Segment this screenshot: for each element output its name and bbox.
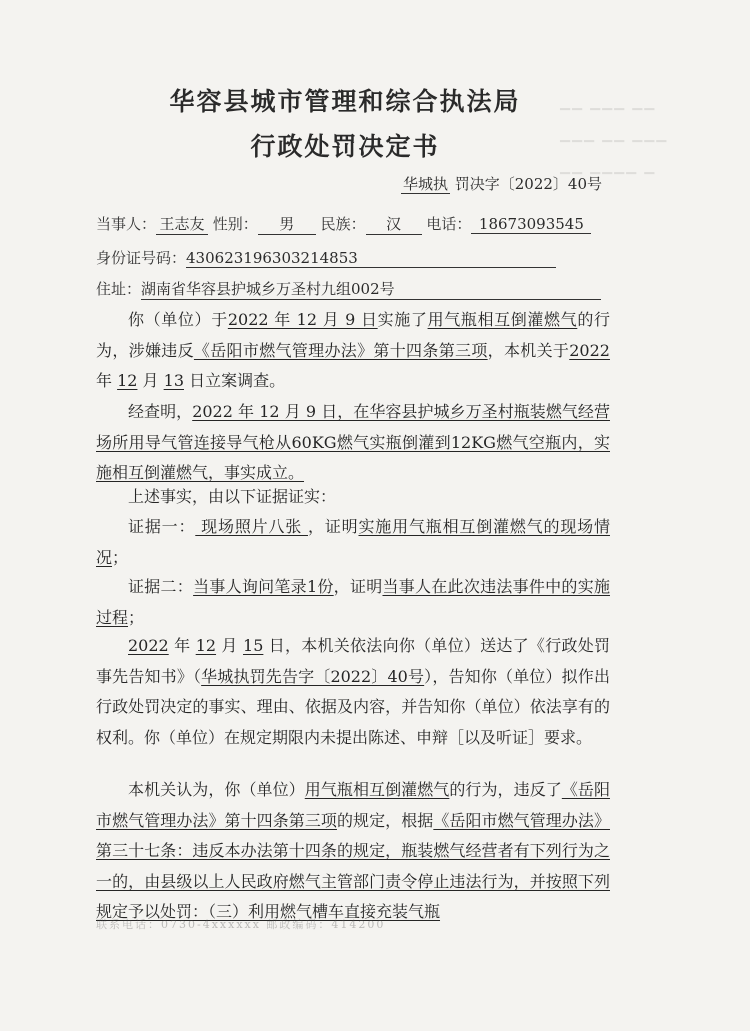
- party-phone: 18673093545: [471, 215, 591, 234]
- paragraph-evidence-intro: 上述事实，由以下证据证实：: [128, 487, 337, 506]
- id-line: 身份证号码：430623196303214853: [96, 247, 556, 268]
- paragraph-legal-basis: 本机关认为，你（单位）用气瓶相互倒灌燃气的行为，违反了《岳阳市燃气管理办法》第十四条第三项的规定，根据《岳阳市燃气管理办法》第三十七条：违反本办法第十四条的规定，瓶装燃气经营者有下列行为之一的，由县级以上人民政府燃气主管部门责令停止违法行为，并按照下列规定予以处罚：（三）利用燃气槽车直接充装气瓶: [96, 780, 610, 921]
- party-id: 430623196303214853: [186, 249, 556, 268]
- party-gender: 男: [258, 213, 316, 235]
- doc-prefix: 华城执: [402, 175, 448, 193]
- bleed-through-texture: ▁▁ ▁▁▁ ▁▁: [560, 96, 657, 111]
- paragraph-evidence-two: 证据二：当事人询问笔录1份，证明当事人在此次违法事件中的实施过程；: [96, 577, 610, 627]
- doc-title: 行政处罚决定书: [250, 132, 440, 161]
- paragraph-evidence-one: 证据一： 现场照片八张 ，证明实施用气瓶相互倒灌燃气的现场情况；: [96, 517, 610, 567]
- party-info-line: 当事人： 王志友 性别： 男 民族： 汉 电话： 18673093545: [96, 213, 591, 235]
- bleed-through-texture: ▁▁▁ ▁▁ ▁▁▁: [560, 128, 669, 143]
- party-address: 湖南省华容县护城乡万圣村九组002号: [141, 278, 601, 300]
- party-ethnic: 汉: [366, 213, 422, 235]
- party-name: 王志友: [156, 213, 208, 235]
- paragraph-case-filing: 你（单位）于2022 年 12 月 9 日实施了用气瓶相互倒灌燃气的行为，涉嫌违反《岳阳市燃气管理办法》第十四条第三项，本机关于2022 年 12 月 13 日立案调查。: [96, 310, 610, 390]
- org-title: 华容县城市管理和综合执法局: [169, 87, 521, 116]
- address-line: 住址：湖南省华容县护城乡万圣村九组002号: [96, 278, 601, 300]
- paragraph-findings: 经查明，2022 年 12 月 9 日，在华容县护城乡万圣村瓶装燃气经营场所用导气管连接导气枪从60KG燃气实瓶倒灌到12KG燃气空瓶内，实施相互倒灌燃气，事实成立。: [96, 402, 610, 482]
- bleed-through-texture: ▁▁ ▁▁▁▁ ▁: [560, 160, 657, 175]
- doc-number-text: 罚决字〔2022〕40号: [454, 175, 602, 193]
- footer-bleed-text: 联系电话：0730-4xxxxxx 邮政编码：414200: [96, 918, 386, 931]
- paragraph-notice-served: 2022 年 12 月 15 日，本机关依法向你（单位）送达了《行政处罚事先告知书》（华城执罚先告字〔2022〕40号），告知你（单位）拟作出行政处罚决定的事实、理由、依据及内容，并告知你（单位）依法享有的权利。你（单位）在规定期限内未提出陈述、申辩［以及听证］要求。: [96, 636, 610, 747]
- document-number: [401, 173, 602, 194]
